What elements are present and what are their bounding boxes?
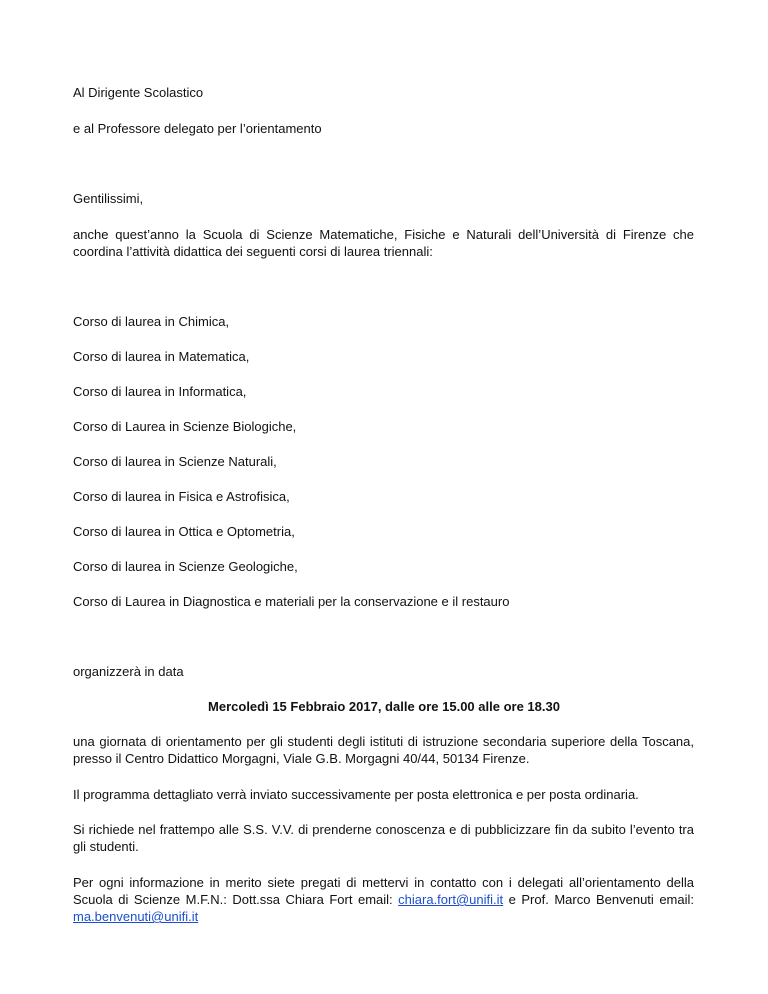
recipient-line-1: Al Dirigente Scolastico (73, 85, 204, 100)
course-item: Corso di laurea in Scienze Geologiche, (73, 559, 298, 574)
email-link-fort[interactable]: chiara.fort@unifi.it (398, 892, 504, 907)
course-item: Corso di laurea in Fisica e Astrofisica, (73, 489, 290, 504)
contact-paragraph (73, 874, 694, 925)
course-item: Corso di laurea in Scienze Naturali, (73, 454, 277, 469)
organize-line: organizzerà in data (73, 664, 184, 679)
course-item: Corso di laurea in Informatica, (73, 384, 247, 399)
event-date: Mercoledì 15 Febbraio 2017, dalle ore 15.00 alle ore 18.30 (208, 699, 560, 714)
course-item: Corso di Laurea in Diagnostica e materiali per la conservazione e il restauro (73, 594, 510, 609)
course-item: Corso di laurea in Matematica, (73, 349, 250, 364)
course-item: Corso di Laurea in Scienze Biologiche, (73, 419, 297, 434)
contact-text: e Prof. Marco Benvenuti email: (503, 892, 694, 907)
program-paragraph: Il programma dettagliato verrà inviato successivamente per posta elettronica e per posta ordinaria. (73, 787, 639, 802)
recipient-line-2: e al Professore delegato per l’orientamento (73, 121, 322, 136)
course-item: Corso di laurea in Chimica, (73, 314, 230, 329)
request-paragraph: Si richiede nel frattempo alle S.S. V.V. di prenderne conoscenza e di pubblicizzare fin da subito l’evento tra gli studenti. (73, 822, 694, 854)
greeting: Gentilissimi, (73, 191, 144, 206)
event-description: una giornata di orientamento per gli studenti degli istituti di istruzione secondaria superiore della Toscana, presso il Centro Didattico Morgagni, Viale G.B. Morgagni 40/44, 50134 Firenze. (73, 734, 694, 766)
intro-paragraph: anche quest’anno la Scuola di Scienze Matematiche, Fisiche e Naturali dell’Università di Firenze che coordina l’attività didattica dei seguenti corsi di laurea triennali: (73, 227, 694, 259)
email-link-benvenuti[interactable]: ma.benvenuti@unifi.it (73, 909, 199, 924)
course-item: Corso di laurea in Ottica e Optometria, (73, 524, 295, 539)
contact-text: Per ogni informazione in merito siete pregati di mettervi in contatto con i delegati all’orientamento della Scuola di Scienze M.F.N.: Dott.ssa Chiara Fort email: (73, 875, 694, 907)
